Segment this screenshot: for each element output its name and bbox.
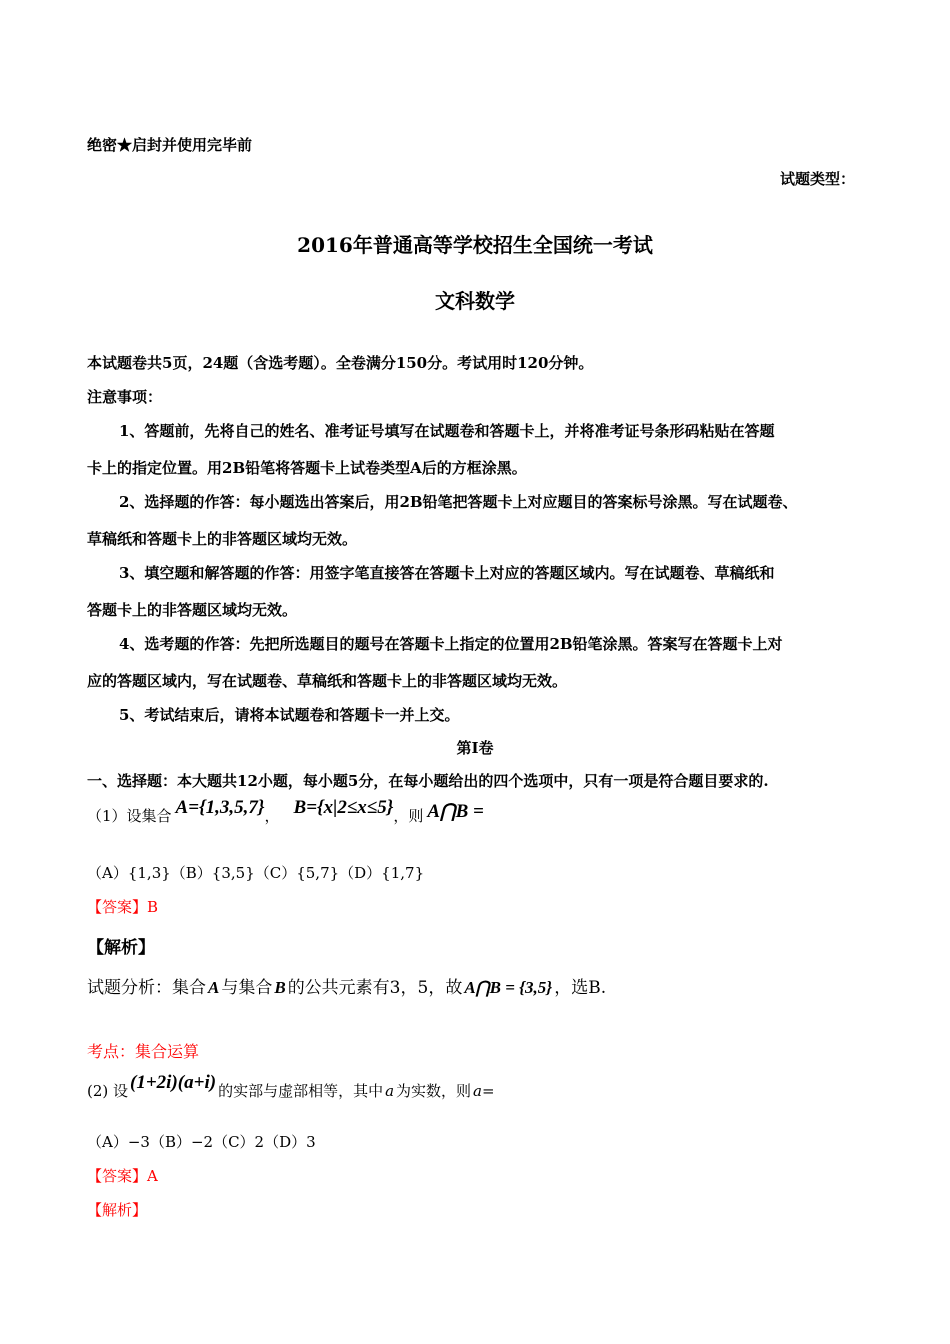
question-2-var-a: a bbox=[385, 1082, 395, 1100]
question-2-expr: (1+2i)(a+i) bbox=[130, 1072, 217, 1093]
question-1-answer: 【答案】B bbox=[87, 898, 159, 916]
note-4-line-1: 4、选考题的作答：先把所选题目的题号在答题卡上指定的位置用2B铅笔涂黑。答案写在答题卡上对 bbox=[119, 635, 783, 653]
question-2-answer: 【答案】A bbox=[87, 1167, 158, 1185]
note-2-line-2: 草稿纸和答题卡上的非答题区域均无效。 bbox=[87, 530, 358, 548]
question-1-analysis bbox=[87, 973, 606, 998]
question-1-prefix: （1）设集合 bbox=[87, 807, 172, 825]
note-3-line-2: 答题卡上的非答题区域均无效。 bbox=[87, 601, 298, 619]
question-1-options: （A）{1,3}（B）{3,5}（C）{5,7}（D）{1,7} bbox=[87, 864, 425, 882]
question-2-var-a2: a bbox=[473, 1082, 482, 1100]
analysis-var-b: B bbox=[274, 978, 286, 997]
question-2-text-2: 为实数，则 bbox=[396, 1082, 472, 1100]
volume-heading: 第Ⅰ卷 bbox=[456, 739, 494, 757]
question-1-point: 考点：集合运算 bbox=[87, 1042, 200, 1061]
analysis-text-3: 的公共元素有3，5，故 bbox=[287, 978, 463, 998]
analysis-expr: A⋂B = {3,5} bbox=[464, 978, 553, 997]
question-1 bbox=[87, 797, 484, 827]
question-2-text-1: 的实部与虚部相等，其中 bbox=[218, 1082, 384, 1100]
question-1-analysis-heading: 【解析】 bbox=[87, 938, 155, 958]
note-4-line-2: 应的答题区域内，写在试题卷、草稿纸和答题卡上的非答题区域均无效。 bbox=[87, 672, 568, 690]
question-2 bbox=[87, 1072, 495, 1102]
question-2-prefix: (2) 设 bbox=[87, 1082, 129, 1100]
question-1-set-b: B={x|2≤x≤5} bbox=[293, 797, 394, 818]
question-1-set-a: A={1,3,5,7} bbox=[175, 797, 265, 818]
analysis-var-a: A bbox=[208, 978, 220, 997]
page-title: 2016年普通高等学校招生全国统一考试 bbox=[297, 233, 653, 257]
analysis-text-1: 试题分析：集合 bbox=[87, 978, 206, 998]
note-1-line-1: 1、答题前，先将自己的姓名、准考证号填写在试题卷和答题卡上，并将准考证号条形码粘贴在答题 bbox=[119, 422, 775, 440]
question-1-sep-1: ， bbox=[264, 807, 280, 825]
note-2-line-1: 2、选择题的作答：每小题选出答案后，用2B铅笔把答题卡上对应题目的答案标号涂黑。写在试题卷、 bbox=[119, 493, 798, 511]
question-1-sep-2: ，则 bbox=[393, 807, 424, 825]
page-subtitle: 文科数学 bbox=[435, 289, 515, 313]
note-1-line-2: 卡上的指定位置。用2B铅笔将答题卡上试卷类型A后的方框涂黑。 bbox=[87, 459, 527, 477]
secret-notice: 绝密★启封并使用完毕前 bbox=[87, 136, 253, 154]
question-1-expr: A⋂B = bbox=[427, 801, 484, 822]
question-2-text-3: = bbox=[482, 1082, 495, 1100]
notes-heading: 注意事项： bbox=[87, 388, 163, 406]
section-heading: 一、选择题：本大题共12小题，每小题5分，在每小题给出的四个选项中，只有一项是符合题目要求的. bbox=[87, 772, 769, 790]
analysis-text-4: ，选B. bbox=[554, 978, 607, 998]
analysis-text-2: 与集合 bbox=[221, 978, 273, 998]
note-5: 5、考试结束后，请将本试题卷和答题卡一并上交。 bbox=[119, 706, 460, 724]
note-3-line-1: 3、填空题和解答题的作答：用签字笔直接答在答题卡上对应的答题区域内。写在试题卷、草稿纸和 bbox=[119, 564, 775, 582]
question-2-options: （A）−3（B）−2（C）2（D）3 bbox=[87, 1133, 316, 1151]
question-2-analysis-heading: 【解析】 bbox=[87, 1201, 148, 1219]
exam-type-label: 试题类型： bbox=[779, 170, 855, 188]
exam-summary: 本试题卷共5页，24题（含选考题）。全卷满分150分。考试用时120分钟。 bbox=[87, 354, 594, 372]
